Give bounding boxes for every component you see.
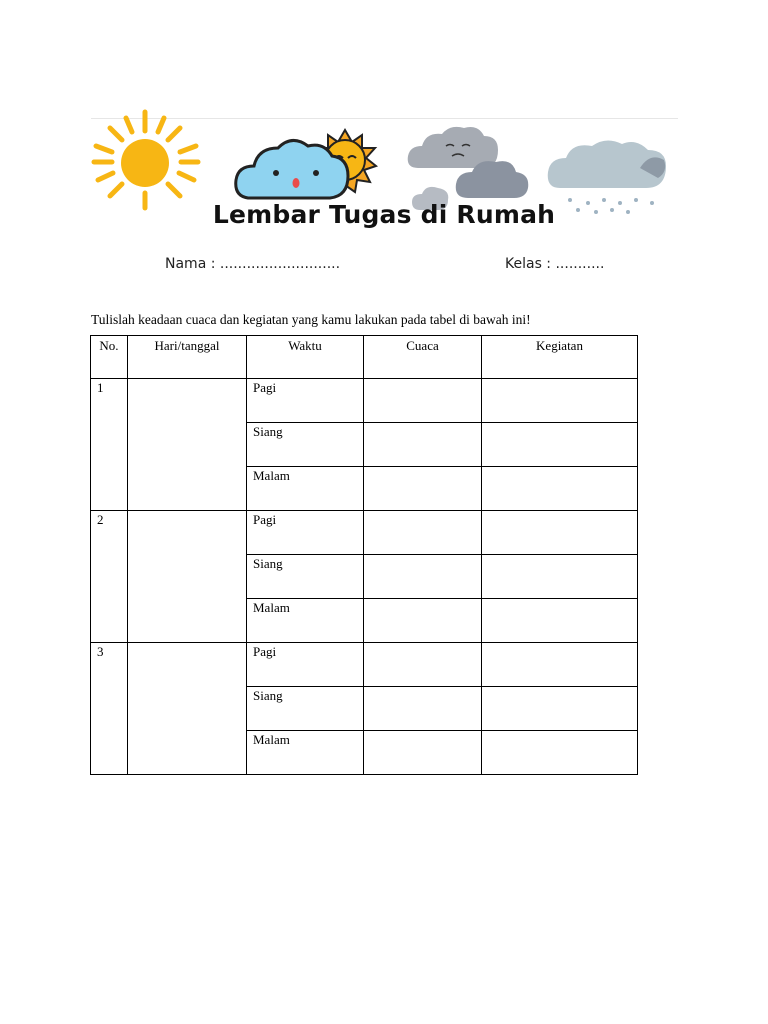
waktu-cell: Malam (247, 599, 364, 643)
header-cuaca: Cuaca (364, 336, 482, 379)
cuaca-cell[interactable] (364, 379, 482, 423)
kegiatan-cell[interactable] (482, 643, 638, 687)
row-number: 3 (91, 643, 128, 775)
cuaca-cell[interactable] (364, 467, 482, 511)
header-hari-tanggal: Hari/tanggal (128, 336, 247, 379)
kegiatan-cell[interactable] (482, 423, 638, 467)
table-row (91, 643, 638, 687)
hari-tanggal-cell[interactable] (128, 511, 247, 643)
kegiatan-cell[interactable] (482, 467, 638, 511)
kegiatan-cell[interactable] (482, 379, 638, 423)
page-title: Lembar Tugas di Rumah (212, 200, 556, 229)
header-waktu: Waktu (247, 336, 364, 379)
waktu-cell: Siang (247, 555, 364, 599)
storm-clouds-icon (408, 127, 529, 210)
cloud-with-sun-icon (236, 130, 376, 198)
row-number: 1 (91, 379, 128, 511)
waktu-cell: Pagi (247, 379, 364, 423)
waktu-cell: Siang (247, 687, 364, 731)
cuaca-cell[interactable] (364, 511, 482, 555)
instruction-text: Tulislah keadaan cuaca dan kegiatan yang kamu lakukan pada tabel di bawah ini! (91, 312, 531, 327)
waktu-cell: Siang (247, 423, 364, 467)
header-no: No. (91, 336, 128, 379)
class-field-label: Kelas : ........... (505, 256, 605, 272)
cuaca-cell[interactable] (364, 599, 482, 643)
waktu-cell: Malam (247, 731, 364, 775)
cuaca-cell[interactable] (364, 555, 482, 599)
cuaca-cell[interactable] (364, 423, 482, 467)
kegiatan-cell[interactable] (482, 599, 638, 643)
kegiatan-cell[interactable] (482, 511, 638, 555)
table-row (91, 379, 638, 423)
name-field-label: Nama : ........................... (165, 256, 341, 272)
kegiatan-cell[interactable] (482, 731, 638, 775)
waktu-cell: Malam (247, 467, 364, 511)
weather-activity-table (90, 335, 638, 775)
row-number: 2 (91, 511, 128, 643)
kegiatan-cell[interactable] (482, 555, 638, 599)
cuaca-cell[interactable] (364, 731, 482, 775)
waktu-cell: Pagi (247, 643, 364, 687)
sun-icon (94, 112, 198, 208)
cuaca-cell[interactable] (364, 687, 482, 731)
table-header-row (91, 336, 638, 379)
header-kegiatan: Kegiatan (482, 336, 638, 379)
hari-tanggal-cell[interactable] (128, 379, 247, 511)
cuaca-cell[interactable] (364, 643, 482, 687)
hari-tanggal-cell[interactable] (128, 643, 247, 775)
kegiatan-cell[interactable] (482, 687, 638, 731)
table-row (91, 511, 638, 555)
waktu-cell: Pagi (247, 511, 364, 555)
